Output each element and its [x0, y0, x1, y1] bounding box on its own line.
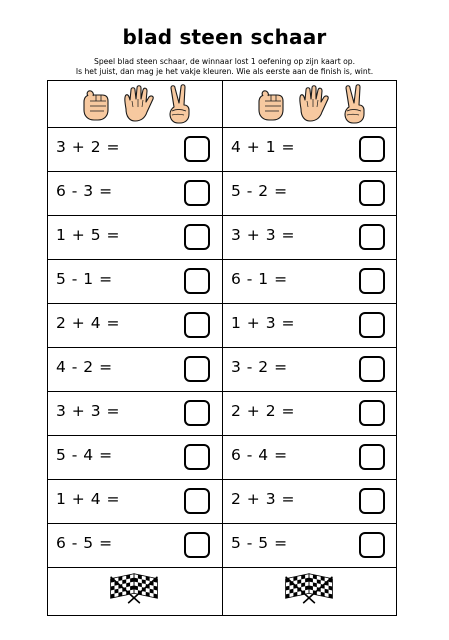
exercise-text: 4 - 2 =	[56, 358, 113, 376]
color-checkbox[interactable]	[359, 180, 385, 206]
exercise-text: 5 - 1 =	[56, 270, 113, 288]
hands-header	[223, 81, 397, 127]
exercise-row	[223, 479, 397, 523]
exercise-text: 5 - 2 =	[231, 182, 288, 200]
exercise-text: 5 - 4 =	[56, 446, 113, 464]
color-checkbox[interactable]	[359, 400, 385, 426]
exercise-row	[223, 127, 397, 171]
exercise-row	[223, 215, 397, 259]
exercise-text: 1 + 5 =	[56, 226, 120, 244]
exercise-text: 3 - 2 =	[231, 358, 288, 376]
exercise-text: 6 - 4 =	[231, 446, 288, 464]
color-checkbox[interactable]	[184, 356, 210, 382]
color-checkbox[interactable]	[359, 532, 385, 558]
fist-icon	[259, 91, 283, 120]
exercise-row	[223, 523, 397, 567]
color-checkbox[interactable]	[359, 312, 385, 338]
exercise-text: 3 + 2 =	[56, 138, 120, 156]
exercise-text: 2 + 4 =	[56, 314, 120, 332]
checkered-flags-icon	[48, 568, 222, 609]
card-left	[48, 81, 223, 615]
exercise-row	[223, 391, 397, 435]
color-checkbox[interactable]	[184, 444, 210, 470]
color-checkbox[interactable]	[184, 400, 210, 426]
exercise-grid	[47, 80, 397, 616]
fist-icon	[84, 91, 108, 120]
peace-hand-icon	[170, 85, 189, 123]
exercise-row	[48, 303, 222, 347]
exercise-row	[48, 171, 222, 215]
exercise-text: 3 + 3 =	[56, 402, 120, 420]
exercise-row	[223, 435, 397, 479]
color-checkbox[interactable]	[359, 356, 385, 382]
exercise-row	[48, 127, 222, 171]
exercise-text: 5 - 5 =	[231, 534, 288, 552]
checkered-flags-icon	[223, 568, 397, 609]
exercise-row	[223, 303, 397, 347]
exercise-text: 1 + 4 =	[56, 490, 120, 508]
color-checkbox[interactable]	[359, 444, 385, 470]
exercise-row	[223, 171, 397, 215]
exercise-text: 4 + 1 =	[231, 138, 295, 156]
exercise-text: 6 - 1 =	[231, 270, 288, 288]
instruction-line-2: Is het juist, dan mag je het vakje kleuren. Wie als eerste aan de finish is, wint.	[75, 67, 374, 76]
exercise-row	[223, 347, 397, 391]
finish-row	[48, 567, 222, 609]
color-checkbox[interactable]	[184, 224, 210, 250]
color-checkbox[interactable]	[184, 488, 210, 514]
exercise-row	[223, 259, 397, 303]
exercise-row	[48, 259, 222, 303]
color-checkbox[interactable]	[184, 268, 210, 294]
color-checkbox[interactable]	[359, 224, 385, 250]
instruction-line-1: Speel blad steen schaar, de winnaar lost 1 oefening op zijn kaart op.	[94, 57, 355, 66]
exercise-row	[48, 435, 222, 479]
exercise-row	[48, 215, 222, 259]
color-checkbox[interactable]	[359, 268, 385, 294]
hands-header	[48, 81, 222, 127]
color-checkbox[interactable]	[184, 136, 210, 162]
exercise-text: 3 + 3 =	[231, 226, 295, 244]
open-hand-icon	[300, 86, 328, 121]
peace-hand-icon	[345, 85, 364, 123]
color-checkbox[interactable]	[359, 488, 385, 514]
card-right	[223, 81, 397, 615]
color-checkbox[interactable]	[184, 180, 210, 206]
open-hand-icon	[125, 86, 153, 121]
exercise-row	[48, 523, 222, 567]
finish-row	[223, 567, 397, 609]
color-checkbox[interactable]	[184, 532, 210, 558]
exercise-text: 6 - 3 =	[56, 182, 113, 200]
exercise-text: 1 + 3 =	[231, 314, 295, 332]
color-checkbox[interactable]	[359, 136, 385, 162]
exercise-text: 2 + 3 =	[231, 490, 295, 508]
color-checkbox[interactable]	[184, 312, 210, 338]
exercise-text: 2 + 2 =	[231, 402, 295, 420]
exercise-row	[48, 391, 222, 435]
page-title: blad steen schaar	[122, 25, 327, 49]
exercise-text: 6 - 5 =	[56, 534, 113, 552]
exercise-row	[48, 479, 222, 523]
exercise-row	[48, 347, 222, 391]
